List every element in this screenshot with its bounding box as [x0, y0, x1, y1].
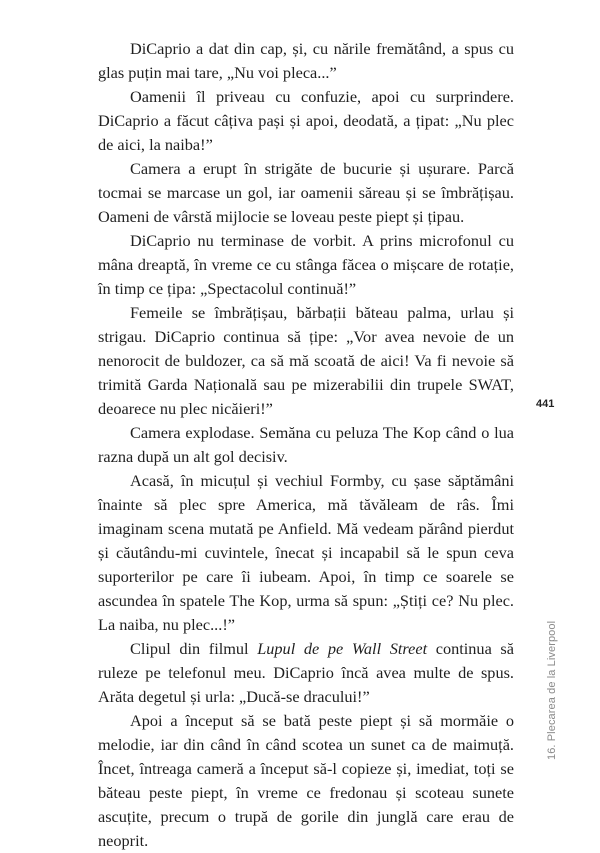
page-number: 441	[536, 398, 555, 410]
paragraph: DiCaprio a dat din cap, și, cu nările fremătând, a spus cu glas puțin mai tare, „Nu voi pleca...”	[98, 39, 514, 82]
paragraph: Apoi a început să se bată peste piept și să mormăie o melodie, iar din când în când scotea un sunet ca de maimuță. Încet, întreaga cameră a început să-l copieze și, imediat, toți se băteau peste piept, în vreme ce fredonau și scoteau sunete ascuțite, precum o trupă de gorile din junglă care erau de neoprit.	[98, 711, 514, 850]
body-text	[98, 37, 514, 853]
paragraph-text: Clipul din filmul	[130, 639, 258, 658]
paragraph: DiCaprio nu terminase de vorbit. A prins microfonul cu mâna dreaptă, în vreme ce cu stânga făcea o mișcare de rotație, în timp ce țipa: „Spectacolul continuă!”	[98, 231, 514, 298]
paragraph: Acasă, în micuțul și vechiul Formby, cu șase săptămâni înainte să plec spre America, mă tăvăleam de râs. Îmi imaginam scena mutată pe Anfield. Mă vedeam părând pierdut și căutându-mi cuvintele, înecat și incapabil să le spun ceva suporterilor pe care îi iubeam. Apoi, în timp ce soarele se ascundea în spatele The Kop, urma să spun: „Știți ce? Nu plec. La naiba, nu plec...!”	[98, 471, 514, 634]
paragraph: Oamenii îl priveau cu confuzie, apoi cu surprindere. DiCaprio a făcut câțiva pași și apoi, deodată, a țipat: „Nu plec de aici, la naiba!”	[98, 87, 514, 154]
film-title: Lupul de pe Wall Street	[257, 639, 428, 658]
paragraph-with-film-title	[98, 637, 514, 709]
paragraph: Camera a erupt în strigăte de bucurie și ușurare. Parcă tocmai se marcase un gol, iar oamenii săreau și se îmbrățișau. Oameni de vârstă mijlocie se loveau peste piept și țipau.	[98, 159, 514, 226]
paragraph: Femeile se îmbrățișau, bărbații băteau palma, urlau și strigau. DiCaprio continua să țipe: „Vor avea nevoie de un nenorocit de buldozer, ca să mă scoată de aici! Va fi nevoie să trimită Garda Națională sau pe mizerabilii din trupele SWAT, deoarece nu plec nicăieri!”	[98, 303, 514, 418]
paragraph: Camera explodase. Semăna cu peluza The Kop când o lua razna după un alt gol decisiv.	[98, 423, 514, 466]
running-head-chapter-title: 16. Plecarea de la Liverpool	[546, 620, 558, 760]
paragraph-text: continua să ruleze pe telefonul meu. DiCaprio încă avea multe de spus. Arăta degetul și urla: „Ducă-se dracului!”	[98, 639, 514, 706]
